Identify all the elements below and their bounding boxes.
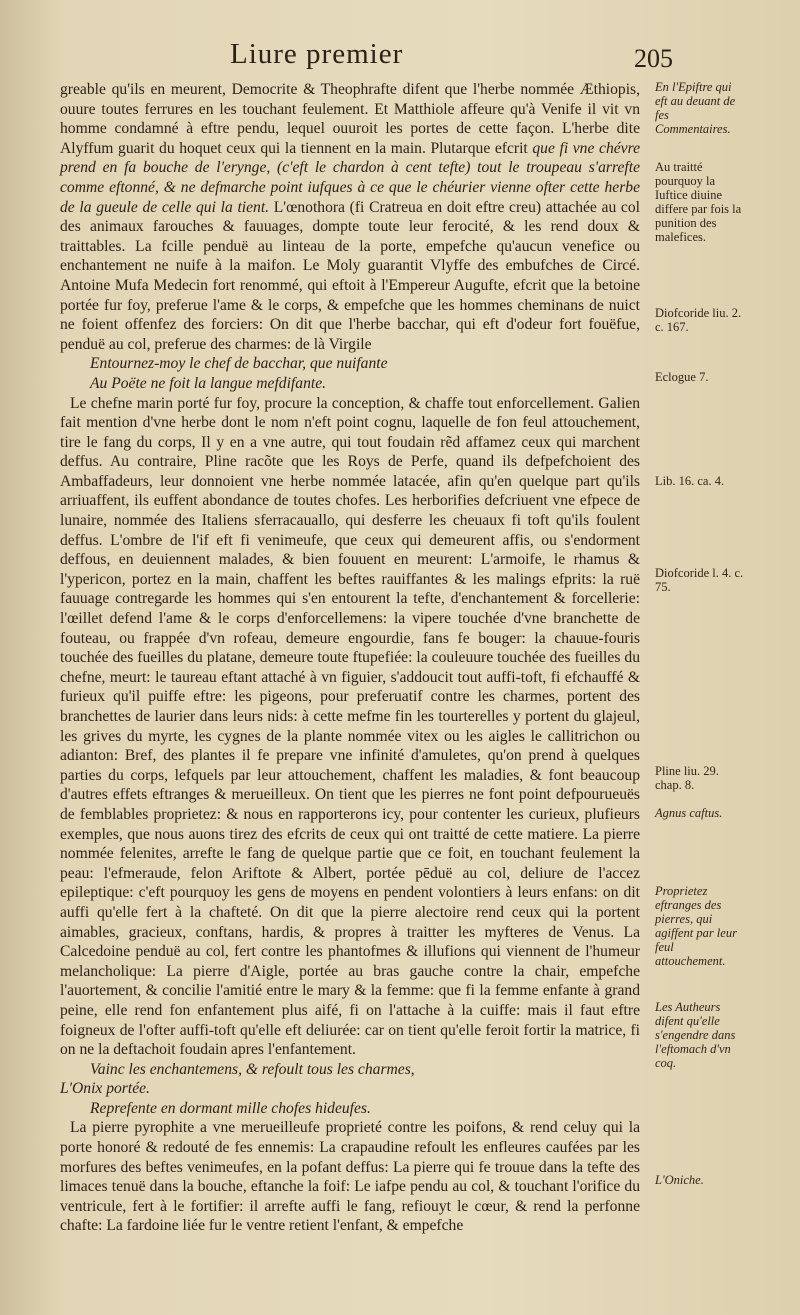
paragraph [60, 80, 640, 354]
verse-line: Vainc les enchantemens, & refoult tous les charmes, [90, 1060, 415, 1078]
verse-line: Reprefente en dormant mille chofes hideufes. [90, 1099, 371, 1117]
running-title: Liure premier [230, 38, 404, 70]
margin-note: En l'Epiftre qui eft au deuant de fes Commentaires. [655, 80, 736, 136]
margin-note: Eclogue 7. [655, 370, 709, 384]
margin-note: Les Autheurs difent qu'elle s'engendre dans l'eftomach d'vn coq. [655, 1000, 736, 1070]
margin-note: Lib. 16. ca. 4. [655, 474, 725, 488]
verse-line: Au Poëte ne foit la langue mefdifante. [90, 374, 327, 392]
margin-note: Agnus caftus. [655, 806, 723, 820]
margin-note: Diofcoride liu. 2. c. 167. [655, 306, 742, 334]
margin-note: L'Oniche. [655, 1173, 704, 1187]
plutarch-quote: que fi vne chévre prend en fa bouche de l'erynge, (c'eft le chardon à cent tefte) tout le troupeau s'arrefte comme eftonné, & ne defmarche point iufques à ce que le chéurier vienne ofter cette herbe de la gueule de celle qui la tient. [60, 139, 640, 216]
margin-note: Proprietez eftranges des pierres, qui agiffent par leur feul attouchement. [655, 884, 737, 968]
paragraph-text: greable qu'ils en meurent, Democrite & Theophrafte difent que l'herbe nommée Æthiopis, ouure toutes ferrures en les touchant feulement. Et Matthiole affeure qu'à Venife il vit vn homme condamné à eftre pendu, lequel ouuroit les portes de cette façon. L'herbe dite Alyffum guarit du hoquet ceux qui la tiennent en la main. Plutarque efcrit [60, 81, 640, 157]
paragraph: La pierre pyrophite a vne merueilleufe proprieté contre les poifons, & rend celuy qui la porte honoré & redouté de fes ennemis: La crapaudine refoult les enfleures caufées par les morfures des beftes venimeufes, en la pofant deffus: La pierre qui fe trouue dans la tefte des limaces tenuë dans la bouche, eftanche la foif: Le iafpe pendu au col, & touchant l'orifice du ventricule, fert à le fortifier: il arrefte auffi le fang, refiouyt le cœur, & rend la perfonne chafte: La fardoine liée fur le ventre retient l'enfant, & empefche [60, 1119, 640, 1235]
page-number: 205 [634, 44, 673, 73]
main-text-column [60, 80, 640, 1236]
verse-line: L'Onix portée. [60, 1080, 150, 1098]
margin-note: Pline liu. 29. chap. 8. [655, 764, 719, 792]
paragraph-text: L'œnothora (fi Cratreua en doit eftre creu) attachée au col des animaux farouches & fauuages, dompte toute leur ferocité, & les rend doux & traittables. La fcille penduë au linteau de la porte, empefche qu'aucun veneficе ou enchantement ne nuife à la maifon. Le Moly guarantit Vlyffe des embufches de Circé. Antoine Mufa Medecin fort renommé, qui eftoit à l'Empereur Augufte, efcrit que la betoine portée fur foy, preferue l'ame & le corps, & empefche que les hommes cheminans de nuict ne foient offenfez des forciers: On dit que l'herbe bacchar, qui eft d'odeur fort fouëfue, penduë au col, preferue des charmes: de là Virgile [60, 198, 640, 353]
margin-note: Au traitté pourquoy la Iuftice diuine differe par fois la punition des malefices. [655, 160, 742, 244]
verse-line: Entournez-moy le chef de bacchar, que nuifante [90, 355, 388, 373]
paragraph: Le chefne marin porté fur foy, procure la conception, & chaffe tout enforcellement. Galien fait mention d'vne herbe dont le nom n'eft point cognu, laquelle de fon feul attouchement, tire le fang du corps, Il y en a vne autre, qui tout foudain rẽd affamez ceux qui marchent deffus. Au contraire, Pline racõte que les Roys de Perfe, quand ils defpefchoient des Ambaffadeurs, leur donnoient vne herbe nommée latacée, afin qu'en quelque part qu'ils arriuaffent, ils euffent abondance de toutes chofes. Les herborifies defcriuent vne efpece de lunaire, nommée des Italiens sferracauallo, qui desferre les cheuaux fi toft qu'ils foulent deffus. L'ombre de l'if eft fi venimeufe, que ceux qui demeurent affis, ou s'endorment deffous, en deuiennent malades, & bien fouuent en meurent: L'armoife, le rhamus & l'ypericon, portez en la main, chaffent les beftes rauiffantes & les malings efprits: la ruë fauuage contregarde les hommes qui s'en entourent la tefte, d'enchantement & forcellerie: l'œillet defend l'ame & le corps d'enforcellemens: la vipere touchée d'vne branchette de fouteau, ou frappée d'vn rofeau, demeure engourdie, fans fe bouger: la chauue-fouris touchée des fueilles du platane, demeure toute ftupefiée: la couleuure touchée des fueilles du chefne, meurt: le taureau eftant attaché à vn figuier, s'addoucit tout auffi-toft, fi efchauffé & furieux qu'il puiffe eftre: les pigeons, pour preferuatif contre les charmes, portent des branchettes de laurier dans leurs nids: à cette mefme fin les tourterelles y portent du glajeul, les grives du myrte, les cygnes de la plante nommée vitex ou les aigles le callitrichon ou adianton: Bref, des plantes il fe prepare vne infinité d'amuletes, qu'on prend à quelques parties du corps, lefquels par leur attouchement, chaffent les maladies, & font beaucoup d'autres effets eftranges & merueilleux. On tient que les pierres ne font point defpourueuës de femblables proprietez: & nous en rapporterons icy, pour contenter les curieux, plufieurs exemples, que nous auons tirez des efcrits de ceux qui ont traitté de cette matiere. La pierre nommée felenites, arrefte le fang de quelque partie que ce foit, en touchant feulement la peau: l'efmeraude, felon Ariftote & Albert, portée pēduë au col, deliure de l'accez epileptique: c'eft pourquoy les gens de moyens en pendent volontiers à leurs enfans: on dit auffi qu'elle fert à la chafteté. On dit que la pierre alectoire rend ceux qui la portent aimables, gracieux, conftans, hardis, & propres à traitter les myfteres de Venus. La Calcedoine penduë au col, fert contre les phantofmes & illufions qui viennent de l'humeur melancholique: La pierre d'Aigle, portée au bras gauche contre la chair, empefche l'auortement, & concilie l'amitié entre le mary & la femme: que fi la femme enfante à grand peine, elle rend fon enfantement plus aifé, fi on l'attache à la cuiffe: mais il faut eftre foigneux de l'ofter auffi-toft qu'elle eft deliurée: car on tient qu'elle feroit fortir la matrice, fi on ne la deftachoit foudain apres l'enfantement. [60, 394, 640, 1059]
margin-note: Diofcoride l. 4. c. 75. [655, 566, 744, 594]
